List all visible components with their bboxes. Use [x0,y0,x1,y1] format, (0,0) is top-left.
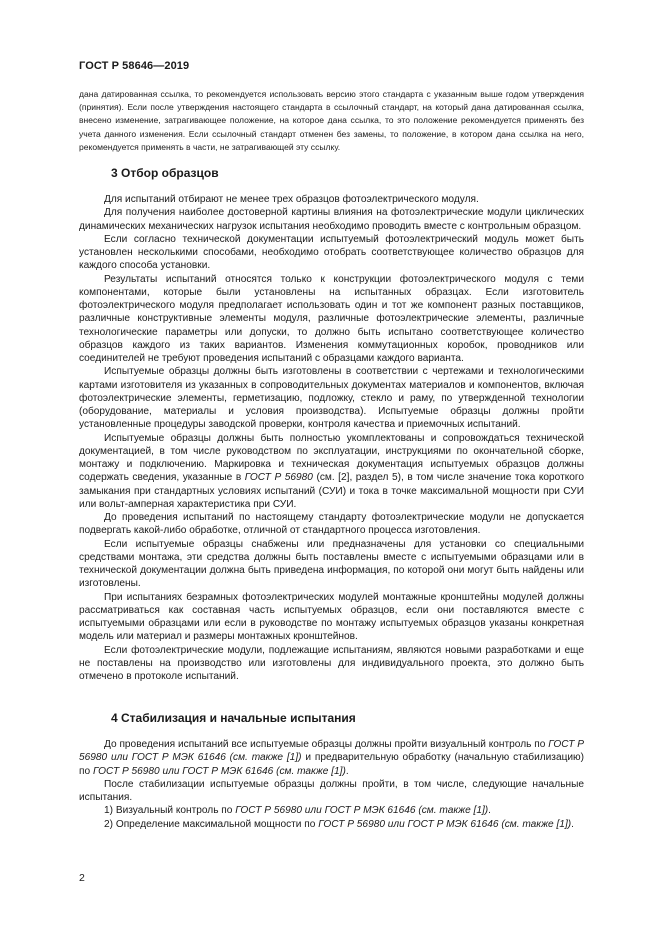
section-3-paragraph: Если согласно технической документации испытуемый фотоэлектрический модуль может быть установлен несколькими способами, необходимо отобрать соответствующее количество образцов для каждого способа установки. [79,233,584,272]
section-3-paragraph: Для получения наиболее достоверной картины влияния на фотоэлектрические модули циклических динамических механических нагрузок испытания необходимо проводить вместе с контрольным образцом. [79,207,584,232]
text-run: . [488,805,491,817]
section-4-paragraph [79,738,584,778]
section-3-paragraph: Если фотоэлектрические модули, подлежащие испытаниям, являются новыми разработками и еще не поставлены на производство или изготовлены для индивидуального проекта, это должно быть отмечено в протоколе испытаний. [79,644,584,682]
page-header: ГОСТ Р 58646—2019 [79,60,190,72]
note-block [79,88,584,154]
text-run: . [345,765,349,777]
section-3-paragraph: Испытуемые образцы должны быть изготовлены в соответствии с чертежами и технологическими картами изготовителя из указанных в сопроводительных документах материалов и компонентов, включая фотоэлектрические элементы, герметизацию, подложку, стекло и раму, по утвержденной технологии (оборудование, материалы и условия производства). Испытуемые образцы должны пройти установленные процедуры заводской проверки, контроля качества и приемочных испытаний. [79,366,584,431]
text-run: . [571,818,574,830]
standard-reference: ГОСТ Р 56980 [244,472,313,484]
text-run: (см. [2], раздел 5), в том числе значение тока короткого замыкания при стандартных условиях испытаний (СУИ) и тока в точке максимальной мощности при СУИ или вольт-амперная характеристика при СУИ. [79,472,584,510]
section-3-paragraph: Для испытаний отбирают не менее трех образцов фотоэлектрического модуля. [104,194,479,205]
text-run: Испытуемые образцы должны быть полностью укомплектованы и сопровождаться технической документацией, в том числе руководством по эксплуатации, инструкциями по окончательной сборке, монтажу и подключению. Маркировка и техническая документация испытуемых образцов должны содержать сведения, указанные в [79,432,584,484]
section-3-paragraph [79,432,584,512]
standard-reference: ГОСТ Р 56980 или ГОСТ Р МЭК 61646 (см. также [1]) [318,818,572,830]
section-4-title: 4 Стабилизация и начальные испытания [111,711,356,725]
section-3-paragraph: Результаты испытаний относятся только к конструкции фотоэлектрического модуля с теми компонентами, которые были установлены на испытанных образцах. Если изготовитель фотоэлектрического модуля предполагает использовать один и тот же компонент разных поставщиков, различные конструктивные элементы модуля, различные фотоэлектрические элементы, различные технологические параметры или допуски, то должно быть испытано соответствующее количество образцов каждого из таких вариантов. Изменения коммутационных коробок, проводников или соединителей не требуют проведения испытаний с образцами каждого варианта. [79,273,584,364]
text-run: 2) Определение максимальной мощности по [104,818,319,830]
standard-reference: ГОСТ Р 56980 или ГОСТ Р МЭК 61646 (см. также [1]) [235,805,489,817]
section-3-title: 3 Отбор образцов [111,166,219,180]
section-3 [79,165,584,683]
text-run: До проведения испытаний все испытуемые образцы должны пройти визуальный контроль по [104,739,549,750]
section-3-paragraph: При испытаниях безрамных фотоэлектрических модулей монтажные кронштейны модулей должны рассматриваться как составная часть испытуемых образцов, если они поставляются вместе с испытуемыми образцами или если в руководстве по монтажу испытуемых образцов указаны конкретная модель или материал и размеры монтажных кронштейнов. [79,591,584,643]
section-3-paragraph: Если испытуемые образцы снабжены или предназначены для установки со специальными средствами монтажа, эти средства должны быть поставлены вместе с испытуемыми образцами или в технической документации должна быть приведена информация, по которой они могут быть найдены или изготовлены. [79,538,584,590]
standard-reference: ГОСТ Р 56980 или ГОСТ Р МЭК 61646 (см. также [1]) [79,739,584,764]
standard-reference: ГОСТ Р 56980 или ГОСТ Р МЭК 61646 (см. также [1]) [92,765,346,777]
page-number: 2 [79,872,85,884]
section-4 [79,710,584,831]
section-3-paragraph: До проведения испытаний по настоящему стандарту фотоэлектрические модули не допускается подвергать какой-либо обработке, отличной от стандартного процесса изготовления. [79,512,584,537]
section-4-list-item [79,818,584,831]
section-4-paragraph: После стабилизации испытуемые образцы должны пройти, в том числе, следующие начальные испытания. [79,778,584,803]
section-4-list-item [79,804,584,817]
note-paragraph: дана датированная ссылка, то рекомендуется использовать версию этого стандарта с указанным выше годом утверждения (принятия). Если после утверждения настоящего стандарта в ссылочный стандарт, на который дана датированная ссылка, внесено изменение, затрагивающее положение, на которое дана ссылка, то это положение рекомендуется применять без учета данного изменения. Если ссылочный стандарт отменен без замены, то положение, в котором дана ссылка на него, рекомендуется применять в части, не затрагивающей эту ссылку. [79,89,584,152]
text-run: и предварительную обработку (начальную стабилизацию) по [79,752,584,777]
text-run: 1) Визуальный контроль по [104,805,236,817]
